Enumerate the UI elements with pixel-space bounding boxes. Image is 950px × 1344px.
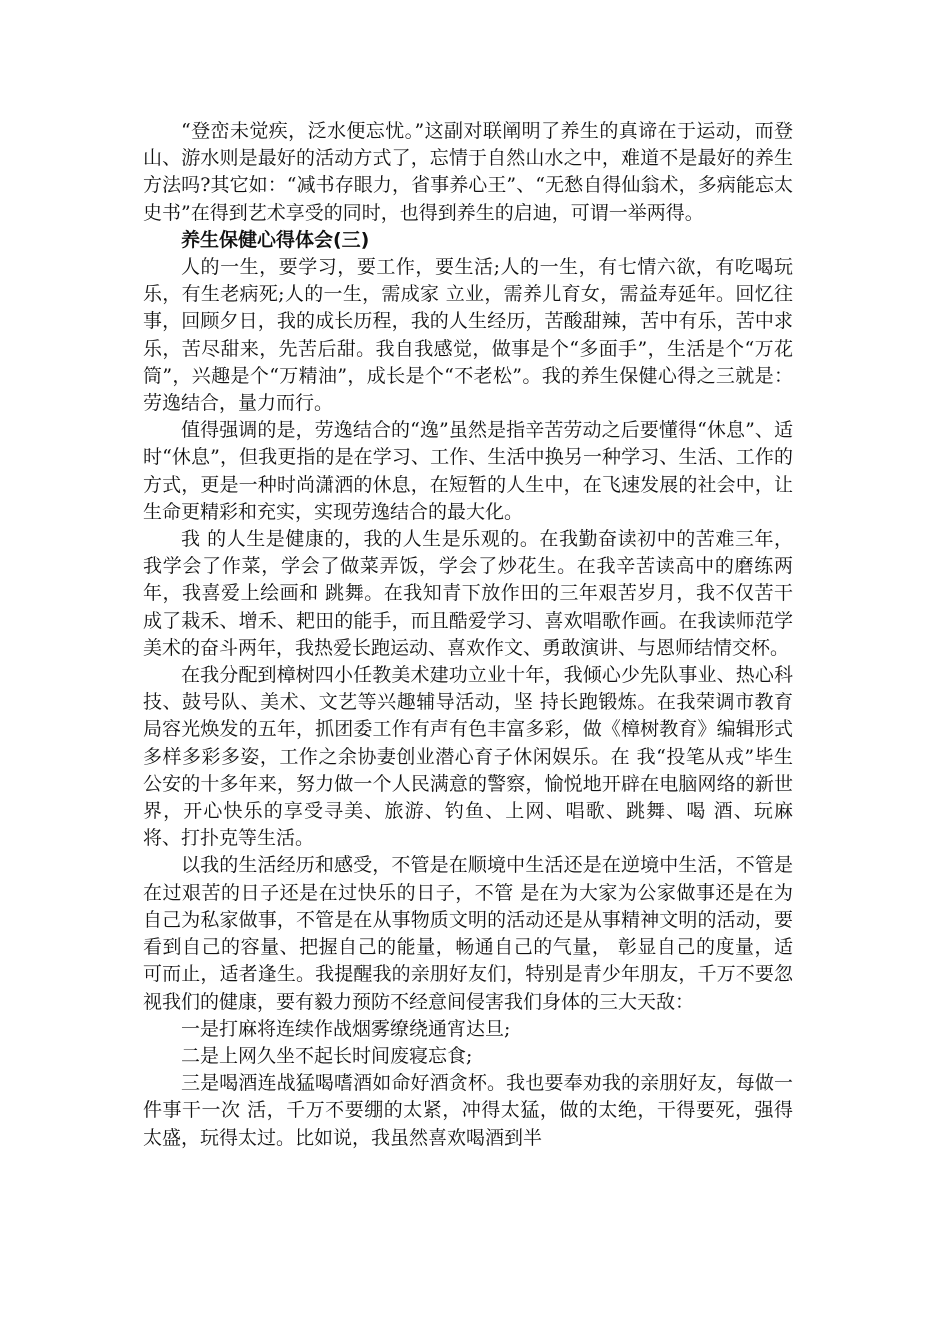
paragraph-career: 在我分配到樟树四小任教美术建功立业十年，我倾心少先队事业、热心科技、鼓号队、美术、文艺等兴趣辅导活动，坚 持长跑锻炼。在我荣调市教育局容光焕发的五年，抓团委工作有声有色丰富多彩，做《樟树教育》编辑形式多样多彩多姿，工作之余协妻创业潜心育子休闲娱乐。在 我“投笔从戎”毕生公安的十多年来，努力做一个人民满意的警察，愉悦地开辟在电脑网络的新世界，开心快乐的享受寻美、旅游、钓鱼、上网、唱歌、跳舞、喝 酒、玩麻将、打扑克等生活。: [143, 664, 793, 850]
paragraph-youth: 我 的人生是健康的，我的人生是乐观的。在我勤奋读初中的苦难三年，我学会了作菜，学会了做菜弄饭，学会了炒花生。在我辛苦读高中的磨练两年，我喜爱上绘画和 跳舞。在我知青下放作田的三年艰苦岁月，我不仅苦干成了栽禾、增禾、耙田的能手，而且酷爱学习、喜欢唱歌作画。在我读师范学美术的奋斗两年，我热爱长跑运动、喜欢作文、勇敢演讲、与恩师结情交杯。: [143, 528, 793, 659]
list-item-drinking: 三是喝酒连战猛喝嗜酒如命好酒贪杯。我也要奉劝我的亲朋好友，每做一件事干一次 活，千万不要绷的太紧，冲得太猛，做的太绝，干得要死，强得太盛，玩得太过。比如说，我虽然喜欢喝酒到半: [143, 1072, 793, 1149]
document-page: [143, 118, 793, 1152]
paragraph-couplet: “登峦未觉疾，泛水便忘忧。”这副对联阐明了养生的真谛在于运动，而登山、游水则是最好的活动方式了，忘情于自然山水之中，难道不是最好的养生方法吗?其它如：“减书存眼力，省事养心王”、“无愁自得仙翁术，多病能忘太史书”在得到艺术享受的同时，也得到养生的启迪，可谓一举两得。: [143, 120, 793, 224]
paragraph-rest: 值得强调的是，劳逸结合的“逸”虽然是指辛苦劳动之后要懂得“休息”、适时“休息”，但我更指的是在学习、工作、生活中换另一种学习、生活、工作的方式，更是一种时尚潇洒的休息，在短暂的人生中，在飞速发展的社会中，让生命更精彩和充实，实现劳逸结合的最大化。: [143, 419, 793, 523]
section-heading: 养生保健心得体会(三): [181, 228, 370, 251]
list-item-mahjong: 一是打麻将连续作战烟雾缭绕通宵达旦;: [181, 1017, 511, 1040]
paragraph-advice: 以我的生活经历和感受，不管是在顺境中生活还是在逆境中生活，不管是在过艰苦的日子还是在过快乐的日子，不管 是在为大家为公家做事还是在为自己为私家做事，不管是在从事物质文明的活动还是从事精神文明的活动，要看到自己的容量、把握自己的能量，畅通自己的气量， 彰显自己的度量，适可而止，适者逢生。我提醒我的亲朋好友们，特别是青少年朋友，千万不要忽视我们的健康，要有毅力预防不经意间侵害我们身体的三大天敌：: [143, 854, 793, 1013]
list-item-internet: 二是上网久坐不起长时间废寝忘食;: [181, 1044, 473, 1067]
paragraph-life: 人的一生，要学习，要工作，要生活;人的一生，有七情六欲，有吃喝玩乐，有生老病死;人的一生，需成家 立业，需养儿育女，需益寿延年。回忆往事，回顾夕日，我的成长历程，我的人生经历，苦酸甜辣，苦中有乐，苦中求乐，苦尽甜来，先苦后甜。我自我感觉，做事是个“多面手”，生活是个“万花筒”，兴趣是个“万精油”，成长是个“不老松”。我的养生保健心得之三就是：劳逸结合，量力而行。: [143, 256, 793, 415]
